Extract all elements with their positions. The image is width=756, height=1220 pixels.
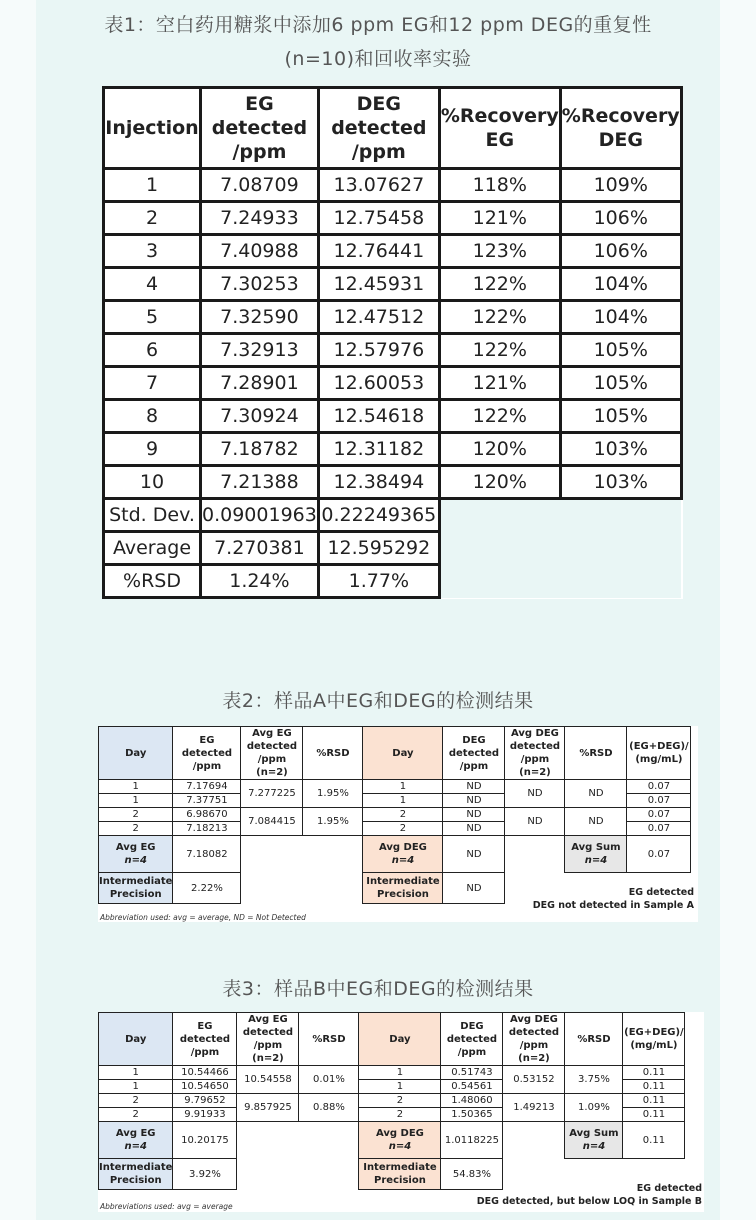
table2-blank <box>303 873 363 904</box>
table3-container <box>98 1012 704 1212</box>
table3-result-note <box>477 1182 702 1208</box>
table1-row <box>104 433 682 466</box>
table2-avg-deg-value: ND <box>443 836 505 873</box>
table1-header-cell: DEG detected /ppm <box>318 88 439 169</box>
table2-eg-cell: 6.98670 <box>173 808 241 822</box>
table2-deg-cell: ND <box>443 808 505 822</box>
table1-cell: 105% <box>560 400 681 433</box>
table2-abbreviation-note: Abbreviation used: avg = average, ND = Not Detected <box>100 913 306 922</box>
table2-avg-sum-label <box>565 836 627 873</box>
table2-rsd-deg-cell: ND <box>565 808 627 836</box>
table1-cell: 106% <box>560 202 681 235</box>
table1-cell: 7.28901 <box>201 367 319 400</box>
right-margin-band <box>720 0 756 1220</box>
table3-deg-cell: 1.50365 <box>441 1108 503 1122</box>
table1-cell: 118% <box>439 169 560 202</box>
table3-avg-deg-value: 1.0118225 <box>441 1122 503 1159</box>
table1-cell: 12.45931 <box>318 268 439 301</box>
table2-result-note <box>533 886 694 912</box>
table1-cell: 7.40988 <box>201 235 319 268</box>
table3-day-deg-cell: 1 <box>359 1066 441 1080</box>
table1-cell: 2 <box>104 202 201 235</box>
table2-avg-deg-label <box>363 836 443 873</box>
table1-summary-row <box>104 532 682 565</box>
table1-empty-cell <box>439 532 681 565</box>
table2-blank <box>505 836 565 873</box>
table3-header-rsd-deg: %RSD <box>565 1013 623 1066</box>
table2-caption: 表2：样品A中EG和DEG的检测结果 <box>222 690 534 712</box>
table2-header-day: Day <box>99 727 173 780</box>
table2-day-deg-cell: 2 <box>363 822 443 836</box>
table2-sum-cell: 0.07 <box>627 794 691 808</box>
table3-header-day: Day <box>99 1013 173 1066</box>
table1-body <box>104 169 682 598</box>
table2-note-line2: DEG not detected in Sample A <box>532 900 694 911</box>
table2-avg-eg-cell: 7.084415 <box>241 808 303 836</box>
table3-avg-eg-label-n: n=4 <box>124 1141 147 1152</box>
table3-deg-cell: 0.54561 <box>441 1080 503 1094</box>
table3-data-row <box>99 1094 685 1108</box>
table1-cell: 12.60053 <box>318 367 439 400</box>
table1-summary-cell: Std. Dev. <box>104 499 201 532</box>
table2-ip-deg: ND <box>443 873 505 904</box>
table3-day-deg-cell: 2 <box>359 1094 441 1108</box>
table2-avg-sum-label-label: Avg Sum <box>571 842 621 853</box>
table3-note-line1: EG detected <box>636 1183 702 1194</box>
table3-note-line2: DEG detected, but below LOQ in Sample B <box>476 1196 702 1207</box>
table2-day-cell: 2 <box>99 808 173 822</box>
table1-summary-cell: 1.24% <box>201 565 319 598</box>
table3-avg-sum-label-n: n=4 <box>582 1141 606 1152</box>
table2-ip-deg-label: Intermediate Precision <box>363 873 443 904</box>
table1-cell: 103% <box>560 466 681 499</box>
table1-header-row <box>104 88 682 169</box>
table2-rsd-eg-cell: 1.95% <box>303 808 363 836</box>
table1-header-cell: EG detected /ppm <box>201 88 319 169</box>
table3-avg-eg-cell: 9.857925 <box>237 1094 299 1122</box>
table3-sample-b <box>98 1012 685 1190</box>
table1-summary-cell: 0.09001963 <box>201 499 319 532</box>
table1-cell: 105% <box>560 367 681 400</box>
table2-avg-eg-label <box>99 836 173 873</box>
table1-cell: 7.30253 <box>201 268 319 301</box>
table1-header-cell: Injection <box>104 88 201 169</box>
table3-rsd-deg-cell: 1.09% <box>565 1094 623 1122</box>
table1-cell: 7.21388 <box>201 466 319 499</box>
table3-ip-label: Intermediate Precision <box>99 1159 173 1190</box>
table3-blank <box>237 1159 299 1190</box>
table3-avg-eg-label <box>99 1122 173 1159</box>
table3-header-row <box>99 1013 685 1066</box>
table2-avg-eg-cell: 7.277225 <box>241 780 303 808</box>
table1-cell: 13.07627 <box>318 169 439 202</box>
table3-rsd-deg-cell: 3.75% <box>565 1066 623 1094</box>
table3-rsd-eg-cell: 0.88% <box>299 1094 359 1122</box>
table2-deg-cell: ND <box>443 780 505 794</box>
table2-avg-eg-label-label: Avg EG <box>115 842 156 853</box>
table2-eg-cell: 7.18213 <box>173 822 241 836</box>
table3-ip-deg: 54.83% <box>441 1159 503 1190</box>
table1-cell: 9 <box>104 433 201 466</box>
table3-header-sum: (EG+DEG)/ (mg/mL) <box>623 1013 685 1066</box>
table3-avg-deg-label-label: Avg DEG <box>375 1128 424 1139</box>
table2-header-day-deg: Day <box>363 727 443 780</box>
table2-avg-sum-value: 0.07 <box>627 836 691 873</box>
table1-cell: 12.31182 <box>318 433 439 466</box>
table3-sum-cell: 0.11 <box>623 1080 685 1094</box>
table1-cell: 7.24933 <box>201 202 319 235</box>
table3-average-row <box>99 1122 685 1159</box>
table1-cell: 106% <box>560 235 681 268</box>
table1-caption-line1: 表1：空白药用糖浆中添加6 ppm EG和12 ppm DEG的重复性 <box>104 14 652 36</box>
table3-eg-cell: 9.79652 <box>173 1094 237 1108</box>
table2-average-row <box>99 836 691 873</box>
table1-row <box>104 268 682 301</box>
table1-cell: 103% <box>560 433 681 466</box>
table1-cell: 120% <box>439 433 560 466</box>
table2-sum-cell: 0.07 <box>627 808 691 822</box>
table1-cell: 7.32913 <box>201 334 319 367</box>
table3-avg-deg-label <box>359 1122 441 1159</box>
table2-avg-deg-label-n: n=4 <box>391 855 415 866</box>
table2-data-row <box>99 808 691 822</box>
table1-cell: 4 <box>104 268 201 301</box>
table2-header-sum: (EG+DEG)/ (mg/mL) <box>627 727 691 780</box>
table3-blank <box>299 1122 359 1159</box>
table1-cell: 7.18782 <box>201 433 319 466</box>
table1-cell: 121% <box>439 367 560 400</box>
table1-summary-cell: Average <box>104 532 201 565</box>
table2-avg-deg-label-label: Avg DEG <box>378 842 427 853</box>
table3-avg-deg-label-n: n=4 <box>388 1141 412 1152</box>
table2-sum-cell: 0.07 <box>627 822 691 836</box>
table1-cell: 7.32590 <box>201 301 319 334</box>
table1-summary-cell: 12.595292 <box>318 532 439 565</box>
table1-summary-cell: 0.22249365 <box>318 499 439 532</box>
table2-ip-label: Intermediate Precision <box>99 873 173 904</box>
table3-avg-deg-cell: 1.49213 <box>503 1094 565 1122</box>
table3-avg-sum-value: 0.11 <box>623 1122 685 1159</box>
table1-cell: 12.57976 <box>318 334 439 367</box>
table1-empty-cell <box>439 565 681 598</box>
table2-header-avg-eg: Avg EG detected /ppm (n=2) <box>241 727 303 780</box>
table2-eg-cell: 7.17694 <box>173 780 241 794</box>
table3-day-cell: 2 <box>99 1094 173 1108</box>
table2-ip-eg: 2.22% <box>173 873 241 904</box>
table2-data-row <box>99 780 691 794</box>
table1-row <box>104 202 682 235</box>
table1-summary-row <box>104 565 682 598</box>
table3-avg-eg-cell: 10.54558 <box>237 1066 299 1094</box>
table1-row <box>104 466 682 499</box>
table3-day-deg-cell: 2 <box>359 1108 441 1122</box>
table1-cell: 1 <box>104 169 201 202</box>
table2-blank <box>241 873 303 904</box>
table1-cell: 12.54618 <box>318 400 439 433</box>
table2-header-deg: DEG detected /ppm <box>443 727 505 780</box>
table1-row <box>104 235 682 268</box>
table3-sum-cell: 0.11 <box>623 1108 685 1122</box>
table2-header-eg: EG detected /ppm <box>173 727 241 780</box>
table3-eg-cell: 10.54466 <box>173 1066 237 1080</box>
table2-note-line1: EG detected <box>628 887 694 898</box>
table2-day-deg-cell: 1 <box>363 780 443 794</box>
table3-data-row <box>99 1066 685 1080</box>
table2-rsd-eg-cell: 1.95% <box>303 780 363 808</box>
table2-avg-deg-cell: ND <box>505 780 565 808</box>
table2-day-cell: 2 <box>99 822 173 836</box>
table3-header-deg: DEG detected /ppm <box>441 1013 503 1066</box>
table2-avg-eg-label-n: n=4 <box>124 855 147 866</box>
table1-header-cell: %Recovery DEG <box>560 88 681 169</box>
table1-summary-cell: 1.77% <box>318 565 439 598</box>
table3-avg-sum-label-label: Avg Sum <box>569 1128 619 1139</box>
table1-cell: 10 <box>104 466 201 499</box>
table3-header-eg: EG detected /ppm <box>173 1013 237 1066</box>
table1-cell: 120% <box>439 466 560 499</box>
table2-day-cell: 1 <box>99 780 173 794</box>
table3-blank <box>299 1159 359 1190</box>
table3-day-cell: 2 <box>99 1108 173 1122</box>
table2-avg-sum-label-n: n=4 <box>584 855 608 866</box>
table3-header-avg-deg: Avg DEG detected /ppm (n=2) <box>503 1013 565 1066</box>
table3-avg-eg-value: 10.20175 <box>173 1122 237 1159</box>
table2-sample-a <box>98 726 691 904</box>
table3-header-day-deg: Day <box>359 1013 441 1066</box>
table2-deg-cell: ND <box>443 794 505 808</box>
table1-cell: 12.76441 <box>318 235 439 268</box>
table2-header-avg-deg: Avg DEG detected /ppm (n=2) <box>505 727 565 780</box>
table3-sum-cell: 0.11 <box>623 1066 685 1080</box>
table3-day-cell: 1 <box>99 1080 173 1094</box>
table1-caption-line2: (n=10)和回收率实验 <box>284 48 472 70</box>
table1-cell: 3 <box>104 235 201 268</box>
table1-cell: 104% <box>560 301 681 334</box>
table1-cell: 121% <box>439 202 560 235</box>
table3-sum-cell: 0.11 <box>623 1094 685 1108</box>
table2-day-deg-cell: 1 <box>363 794 443 808</box>
table1-cell: 12.38494 <box>318 466 439 499</box>
table1-cell: 8 <box>104 400 201 433</box>
table3-eg-cell: 10.54650 <box>173 1080 237 1094</box>
table1-row <box>104 400 682 433</box>
table3-header-rsd-eg: %RSD <box>299 1013 359 1066</box>
table1-cell: 122% <box>439 301 560 334</box>
table1-cell: 122% <box>439 268 560 301</box>
table3-day-cell: 1 <box>99 1066 173 1080</box>
table2-blank <box>241 836 303 873</box>
table2-header-rsd-deg: %RSD <box>565 727 627 780</box>
table3-blank <box>237 1122 299 1159</box>
table2-header-row <box>99 727 691 780</box>
table1-summary-cell: %RSD <box>104 565 201 598</box>
table3-eg-cell: 9.91933 <box>173 1108 237 1122</box>
table3-rsd-eg-cell: 0.01% <box>299 1066 359 1094</box>
table1-row <box>104 334 682 367</box>
table2-avg-deg-cell: ND <box>505 808 565 836</box>
table3-blank <box>503 1122 565 1159</box>
table1-cell: 7.30924 <box>201 400 319 433</box>
table1-summary-row <box>104 499 682 532</box>
table2-avg-eg-value: 7.18082 <box>173 836 241 873</box>
table3-ip-eg: 3.92% <box>173 1159 237 1190</box>
table1-cell: 12.75458 <box>318 202 439 235</box>
table1-cell: 122% <box>439 334 560 367</box>
table3-header-avg-eg: Avg EG detected /ppm (n=2) <box>237 1013 299 1066</box>
table2-deg-cell: ND <box>443 822 505 836</box>
table3-abbreviation-note: Abbreviations used: avg = average <box>100 1202 233 1211</box>
table1-empty-cell <box>439 499 681 532</box>
table2-blank <box>303 836 363 873</box>
table3-deg-cell: 1.48060 <box>441 1094 503 1108</box>
table1-row <box>104 301 682 334</box>
table1-row <box>104 169 682 202</box>
table3-avg-eg-label-label: Avg EG <box>115 1128 156 1139</box>
table1-cell: 6 <box>104 334 201 367</box>
table2-rsd-deg-cell: ND <box>565 780 627 808</box>
table1-cell: 5 <box>104 301 201 334</box>
table1-cell: 109% <box>560 169 681 202</box>
table3-ip-deg-label: Intermediate Precision <box>359 1159 441 1190</box>
table2-day-deg-cell: 2 <box>363 808 443 822</box>
left-margin-band <box>0 0 36 1220</box>
table1-summary-cell: 7.270381 <box>201 532 319 565</box>
table1-cell: 12.47512 <box>318 301 439 334</box>
table2-day-cell: 1 <box>99 794 173 808</box>
table1-cell: 7.08709 <box>201 169 319 202</box>
table3-avg-sum-label <box>565 1122 623 1159</box>
table1-cell: 123% <box>439 235 560 268</box>
table2-eg-cell: 7.37751 <box>173 794 241 808</box>
table1-header-cell: %Recovery EG <box>439 88 560 169</box>
table1-row <box>104 367 682 400</box>
table1-cell: 7 <box>104 367 201 400</box>
table2-sum-cell: 0.07 <box>627 780 691 794</box>
table1-repeatability <box>102 86 683 599</box>
table3-caption: 表3：样品B中EG和DEG的检测结果 <box>222 978 534 1000</box>
table2-header-rsd-eg: %RSD <box>303 727 363 780</box>
table3-avg-deg-cell: 0.53152 <box>503 1066 565 1094</box>
table2-container <box>98 726 698 922</box>
table1-cell: 105% <box>560 334 681 367</box>
table1-cell: 122% <box>439 400 560 433</box>
table3-day-deg-cell: 1 <box>359 1080 441 1094</box>
table3-deg-cell: 0.51743 <box>441 1066 503 1080</box>
table1-cell: 104% <box>560 268 681 301</box>
